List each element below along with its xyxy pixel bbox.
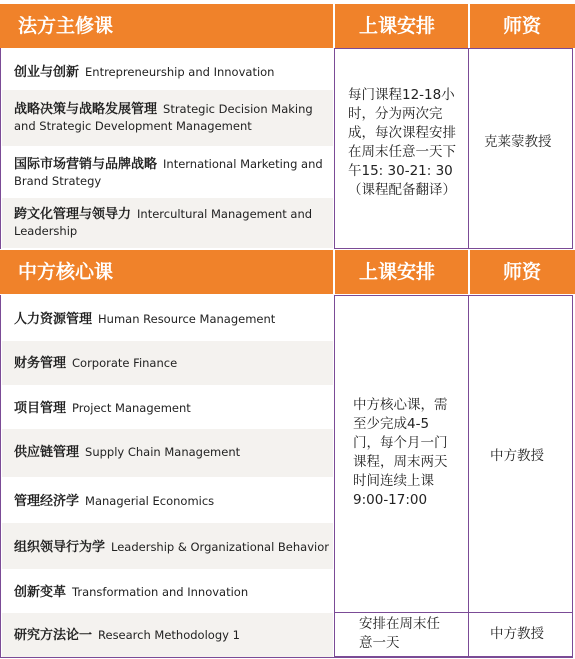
- section2-faculty-text: 中方教授: [490, 448, 544, 464]
- course-cell: [14, 355, 329, 372]
- last-faculty-text: 中方教授: [490, 626, 544, 642]
- section1-faculty-text: 克莱蒙教授: [484, 134, 552, 150]
- table-row: [2, 477, 333, 523]
- table-row: [2, 296, 333, 341]
- table-border: [0, 48, 1, 249]
- course-name-en: Project Management: [72, 401, 191, 415]
- course-name-zh: 财务管理: [14, 356, 67, 371]
- course-name-zh: 国际市场营销与品牌战略: [14, 157, 158, 172]
- course-name-zh: 项目管理: [14, 401, 67, 416]
- course-cell: [14, 206, 329, 239]
- course-name-en: Entrepreneurship and Innovation: [85, 65, 275, 79]
- course-name-zh: 人力资源管理: [14, 312, 93, 327]
- course-cell: [14, 400, 329, 417]
- course-name-en: Corporate Finance: [72, 356, 178, 370]
- table-border: [0, 295, 1, 657]
- table-row: [2, 523, 333, 569]
- section2-title: 中方核心课: [18, 261, 114, 283]
- header-divider: [333, 250, 335, 294]
- section2-faculty-header: 师资: [503, 261, 542, 283]
- table-row: [2, 198, 333, 248]
- course-name-zh: 创新变革: [14, 585, 67, 600]
- course-name-en: Managerial Economics: [85, 494, 215, 508]
- section2-header: [0, 250, 575, 294]
- course-cell: [14, 584, 329, 601]
- course-name-en: Supply Chain Management: [85, 445, 241, 459]
- section1-schedule-header: 上课安排: [359, 15, 436, 37]
- table-row: [2, 341, 333, 385]
- section1-schedule-cell: [334, 48, 469, 249]
- last-schedule-text: 安排在周末任意一天: [359, 616, 440, 651]
- course-name-zh: 供应链管理: [14, 445, 80, 460]
- course-cell: [14, 156, 329, 189]
- course-name-en: Strategic Decision Making and Strategic Development Management: [14, 102, 313, 133]
- header-divider: [468, 4, 470, 48]
- section2-schedule-header: 上课安排: [359, 261, 436, 283]
- course-name-zh: 创业与创新: [14, 65, 80, 80]
- header-divider: [333, 4, 335, 48]
- course-cell: [14, 444, 329, 461]
- table-row: [2, 146, 333, 198]
- course-name-en: Leadership & Organizational Behavior: [111, 540, 329, 554]
- course-name-zh: 组织领导行为学: [14, 540, 106, 555]
- course-cell: [14, 627, 329, 644]
- course-cell: [14, 101, 329, 134]
- table-row: [2, 50, 333, 90]
- course-name-en: Intercultural Management and Leadership: [14, 207, 313, 238]
- section1-faculty-cell: [468, 48, 573, 249]
- course-cell: [14, 493, 329, 510]
- header-divider: [468, 250, 470, 294]
- table-row: [2, 613, 333, 657]
- last-faculty-cell: [468, 612, 573, 657]
- table-row: [2, 385, 333, 429]
- section1-faculty-header: 师资: [503, 15, 542, 37]
- course-name-zh: 战略决策与战略发展管理: [14, 102, 158, 117]
- course-name-en: Human Resource Management: [98, 312, 276, 326]
- course-name-en: Research Methodology 1: [98, 628, 240, 642]
- course-name-zh: 跨文化管理与领导力: [14, 207, 132, 222]
- section1-title: 法方主修课: [18, 15, 114, 37]
- course-name-en: Transformation and Innovation: [72, 585, 249, 599]
- table-border: [0, 657, 573, 658]
- section1-schedule-text: 每门课程12-18小时，分为两次完成，每次课程安排在周末任意一天下午15: 30-21: 30（课程配备翻译）: [348, 87, 456, 198]
- section2-schedule-text: 中方核心课，需至少完成4-5门，每个月一门课程，周末两天时间连续上课 9:00-17:00: [353, 397, 448, 508]
- course-cell: [14, 64, 329, 81]
- last-schedule-cell: [334, 612, 469, 657]
- section2-faculty-cell: [468, 295, 573, 613]
- table-row: [2, 90, 333, 146]
- table-row: [2, 569, 333, 613]
- course-name-zh: 管理经济学: [14, 494, 80, 509]
- course-name-en: International Marketing and Brand Strategy: [14, 157, 323, 188]
- course-cell: [14, 311, 329, 328]
- course-cell: [14, 539, 329, 556]
- section2-schedule-cell: [334, 295, 469, 613]
- section1-header: [0, 4, 575, 48]
- course-name-zh: 研究方法论一: [14, 628, 93, 643]
- table-row: [2, 429, 333, 477]
